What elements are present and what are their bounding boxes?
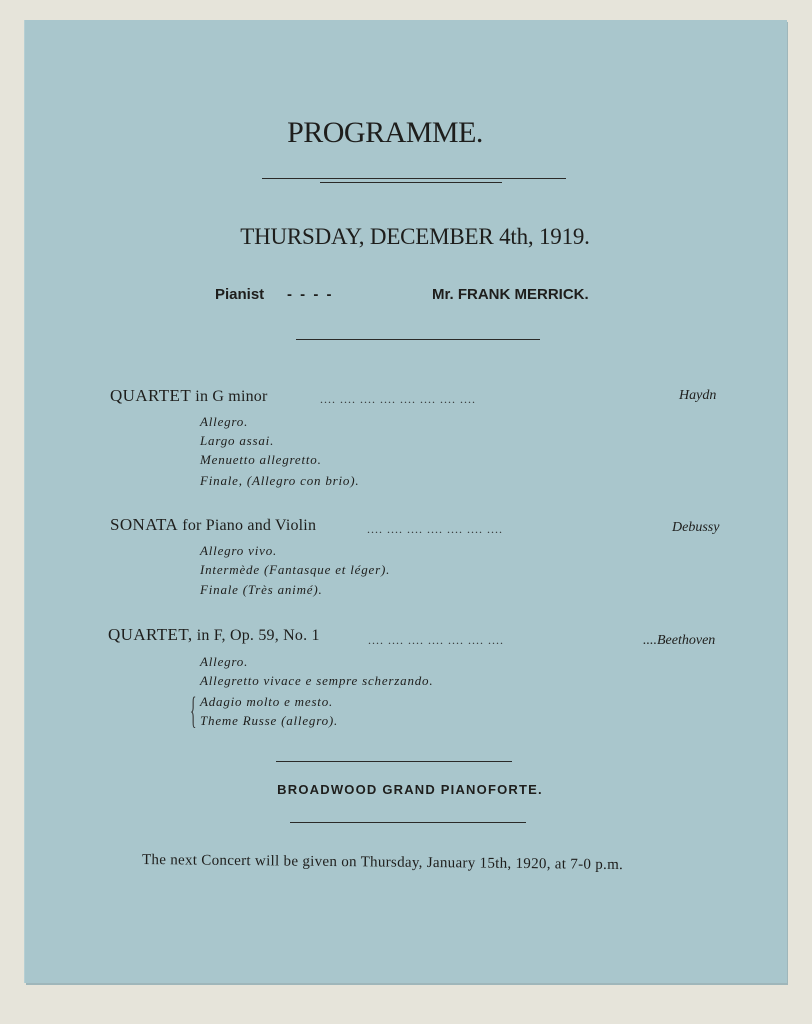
movement: Allegretto vivace e sempre scherzando. (200, 673, 434, 688)
movement: Allegro. (200, 414, 249, 429)
work-title (108, 625, 320, 645)
work-title (110, 386, 268, 406)
movement: Allegro. (200, 654, 249, 669)
movement: Intermède (Fantasque et léger). (200, 562, 391, 577)
movement: Menuetto allegretto. (200, 452, 322, 467)
composer: Debussy (672, 520, 720, 535)
programme-title: PROGRAMME. (287, 116, 483, 149)
piano-credit: BROADWOOD GRAND PIANOFORTE. (277, 782, 543, 797)
composer: ....Beethoven (643, 633, 716, 648)
work-detail: for Piano and Violin (178, 517, 317, 534)
pianist-name: Mr. FRANK MERRICK. (432, 286, 589, 303)
programme-sheet (25, 20, 787, 983)
work-head: SONATA (110, 515, 179, 534)
dot-leader: .... .... .... .... .... .... .... (368, 633, 504, 647)
movement: Finale, (Allegro con brio). (200, 473, 360, 488)
footer-rule (290, 822, 526, 823)
work-head: QUARTET (110, 386, 192, 405)
movement: Largo assai. (200, 433, 275, 448)
composer: Haydn (679, 388, 717, 403)
title-rule (262, 178, 566, 179)
work-detail: in F, Op. 59, No. 1 (192, 627, 320, 644)
movement: Allegro vivo. (200, 543, 278, 558)
movement: Adagio molto e mesto. (200, 694, 334, 709)
movement: Theme Russe (allegro). (200, 713, 339, 728)
pianist-dots: - - - - (287, 286, 334, 303)
pianist-label: Pianist (215, 286, 265, 303)
work-head: QUARTET, (108, 625, 193, 644)
dot-leader: .... .... .... .... .... .... .... .... (320, 392, 476, 406)
work-detail: in G minor (191, 388, 268, 405)
work-title (110, 515, 316, 535)
next-concert-notice: The next Concert will be given on Thursday, January 15th, 1920, at 7-0 p.m. (141, 852, 624, 874)
movement: Finale (Très animé). (200, 582, 323, 597)
pianist-rule (296, 339, 540, 340)
title-rule-short (320, 182, 502, 183)
brace-mark: { (190, 690, 197, 732)
dot-leader: .... .... .... .... .... .... .... (367, 522, 503, 536)
concert-date: THURSDAY, DECEMBER 4th, 1919. (240, 224, 590, 249)
section-rule (276, 761, 512, 762)
